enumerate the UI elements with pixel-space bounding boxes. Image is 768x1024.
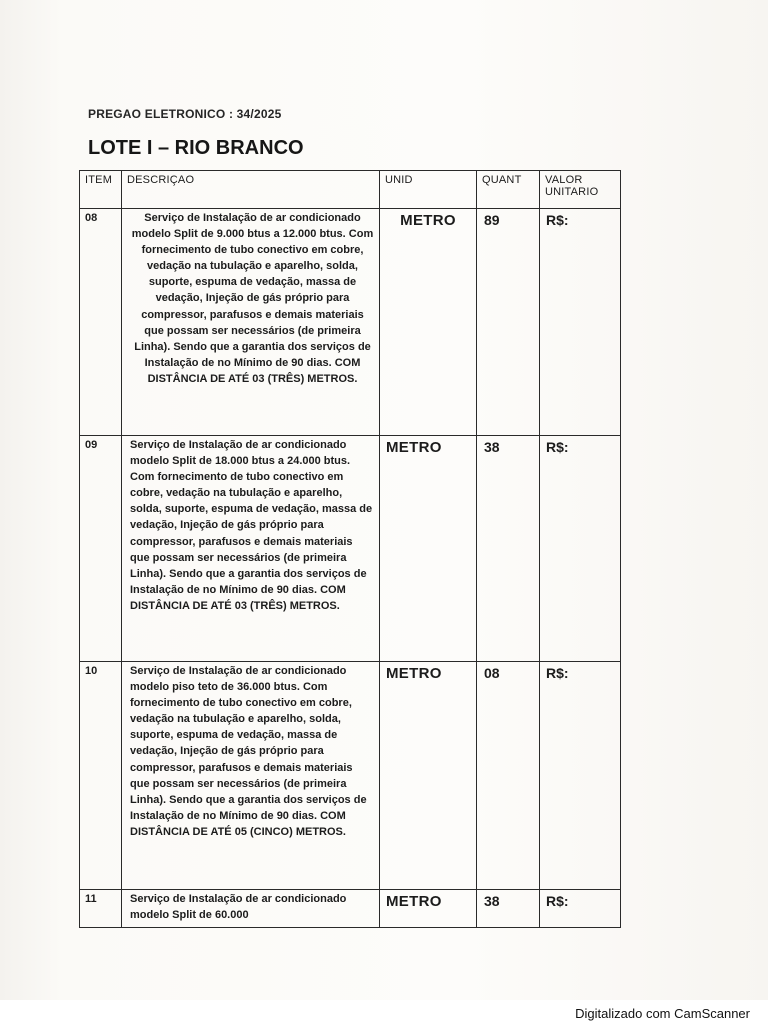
item-quantity: 08 xyxy=(477,662,540,890)
item-quantity: 38 xyxy=(477,436,540,662)
item-number: 08 xyxy=(80,209,122,436)
header-descricao: DESCRIÇAO xyxy=(122,171,380,209)
document-title: LOTE I – RIO BRANCO xyxy=(88,137,304,159)
item-description: Serviço de Instalação de ar condicionado modelo Split de 18.000 btus a 24.000 btus. Com fornecimento de tubo conectivo em cobre, vedação na tubulação e aparelho, solda, suporte, espuma de vedação, massa de vedação, Injeção de gás próprio para compressor, parafusos e demais materiais que possam ser necessários (de primeira Linha). Sendo que a garantia dos serviços de Instalação de no Mínimo de 90 dias. COM DISTÂNCIA DE ATÉ 03 (TRÊS) METROS. xyxy=(122,436,380,662)
item-description: Serviço de Instalação de ar condicionado modelo Split de 60.000 xyxy=(122,890,380,928)
item-unit-price: R$: xyxy=(540,209,621,436)
items-table xyxy=(79,170,621,928)
header-item: ITEM xyxy=(80,171,122,209)
item-number: 09 xyxy=(80,436,122,662)
item-number: 11 xyxy=(80,890,122,928)
item-unit: METRO xyxy=(380,209,477,436)
table-row xyxy=(80,890,621,928)
item-quantity: 89 xyxy=(477,209,540,436)
header-valor: VALOR UNITARIO xyxy=(540,171,621,209)
header-quant: QUANT xyxy=(477,171,540,209)
item-unit-price: R$: xyxy=(540,890,621,928)
camscanner-watermark: Digitalizado com CamScanner xyxy=(575,1006,750,1021)
item-description: Serviço de Instalação de ar condicionado modelo Split de 9.000 btus a 12.000 btus. Com fornecimento de tubo conectivo em cobre, vedação na tubulação e aparelho, solda, suporte, espuma de vedação, massa de vedação, Injeção de gás próprio para compressor, parafusos e demais materiais que possam ser necessários (de primeira Linha). Sendo que a garantia dos serviços de Instalação de no Mínimo de 90 dias. COM DISTÂNCIA DE ATÉ 03 (TRÊS) METROS. xyxy=(122,209,380,436)
table-header-row xyxy=(80,171,621,209)
table-row xyxy=(80,662,621,890)
item-quantity: 38 xyxy=(477,890,540,928)
item-unit: METRO xyxy=(380,890,477,928)
item-number: 10 xyxy=(80,662,122,890)
item-unit-price: R$: xyxy=(540,662,621,890)
item-unit: METRO xyxy=(380,662,477,890)
item-unit-price: R$: xyxy=(540,436,621,662)
item-unit: METRO xyxy=(380,436,477,662)
document-subtitle: PREGAO ELETRONICO : 34/2025 xyxy=(88,107,282,121)
table-row xyxy=(80,436,621,662)
header-unid: UNID xyxy=(380,171,477,209)
item-description: Serviço de Instalação de ar condicionado modelo piso teto de 36.000 btus. Com fornecimento de tubo conectivo em cobre, vedação na tubulação e aparelho, solda, suporte, espuma de vedação, massa de vedação, Injeção de gás próprio para compressor, parafusos e demais materiais que possam ser necessários (de primeira Linha). Sendo que a garantia dos serviços de Instalação de no Mínimo de 90 dias. COM DISTÂNCIA DE ATÉ 05 (CINCO) METROS. xyxy=(122,662,380,890)
table-row xyxy=(80,209,621,436)
